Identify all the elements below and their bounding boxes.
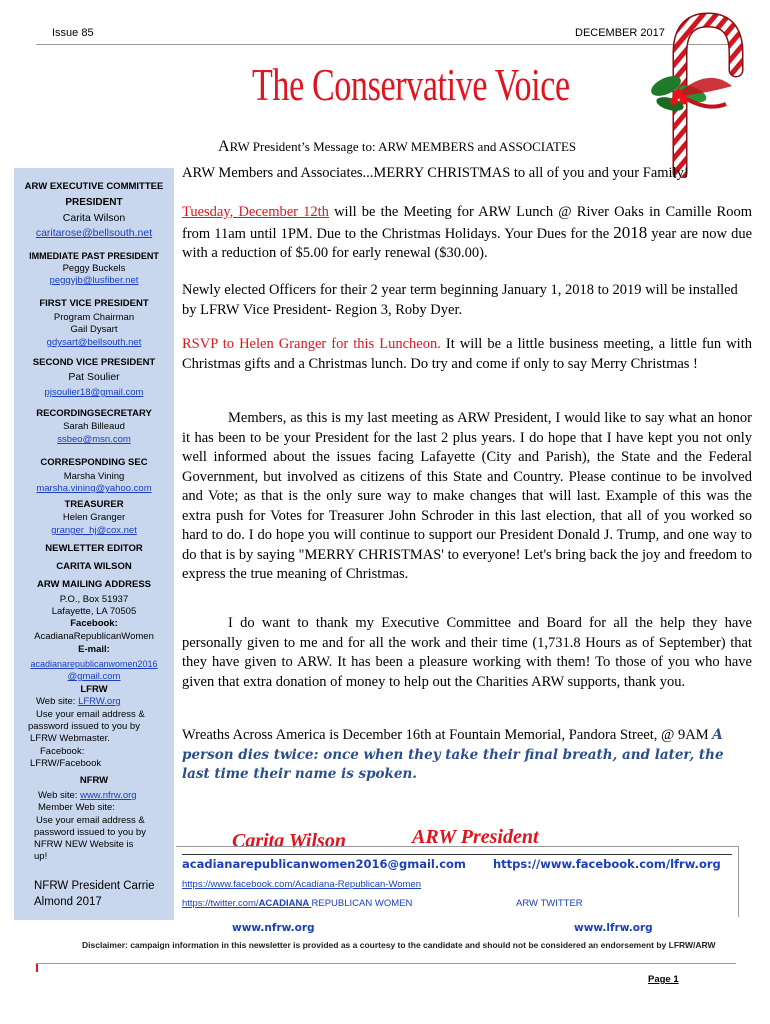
lfrw-web-prefix: Web site: bbox=[36, 696, 79, 707]
page-number: Page 1 bbox=[648, 974, 679, 985]
twitter-prefix[interactable]: https://twitter.com/ bbox=[182, 898, 259, 909]
rec-sec-name: Sarah Billeaud bbox=[63, 421, 125, 432]
past-president-email-link[interactable]: peggyjb@lusfiber.net bbox=[49, 275, 139, 286]
second-vp-email-link[interactable]: pjsoulier18@gmail.com bbox=[44, 387, 144, 398]
dues-year: 2018 bbox=[613, 222, 648, 242]
lfrw-note-3: LFRW Webmaster. bbox=[30, 733, 110, 744]
newsletter-editor-name: CARITA WILSON bbox=[56, 561, 132, 572]
newsletter-editor-role: NEWLETTER EDITOR bbox=[45, 543, 143, 554]
lfrw-facebook-label: Facebook: bbox=[40, 746, 85, 757]
contact-facebook-nfrw-link[interactable]: https://www.facebook.com/lfrw.org bbox=[493, 857, 721, 871]
lfrw-label: LFRW bbox=[80, 684, 108, 695]
committee-heading: ARW EXECUTIVE COMMITTEE bbox=[24, 181, 164, 192]
footer-rule bbox=[36, 963, 736, 972]
second-vp-name: Pat Soulier bbox=[68, 371, 120, 383]
treasurer-name: Helen Granger bbox=[62, 512, 126, 523]
newsletter-title: The Conservative Voice bbox=[252, 59, 570, 110]
message-heading bbox=[218, 138, 576, 156]
meeting-text-b: year are now due with a reduction of $5.00 for early renewal ($30.00). bbox=[182, 225, 753, 261]
mailing-po-box: P.O., Box 51937 bbox=[59, 594, 129, 605]
greeting: ARW Members and Associates...MERRY CHRISTMAS to all of you and your Family! bbox=[182, 165, 689, 181]
email-value-link-2[interactable]: @gmail.com bbox=[67, 671, 121, 682]
issue-date: DECEMBER 2017 bbox=[575, 27, 665, 39]
twitter-mid[interactable]: ACADIANA bbox=[258, 898, 312, 909]
rsvp-text: RSVP to Helen Granger for this Luncheon. bbox=[182, 336, 441, 352]
facebook-value: AcadianaRepublicanWomen bbox=[34, 631, 154, 642]
lfrw-web bbox=[14, 696, 174, 708]
lfrw-note-1: Use your email address & bbox=[36, 709, 145, 720]
paragraph-farewell: Members, as this is my last meeting as ARW President, I would like to say what an honor it has been to be your President for the last 2 plus years. I do hope that I have kept you not only well informed about the issues facing Lafayette (City and Parish), the State and the Federal Government, but involved as citizens of this State and Country. Please continue to be involved and Vote; as that is the only sure way to make changes that will last. Example of this was the extra push for Votes for Treasurer John Schroder in this last election, that all of you worked so hard to do. I do hope you will continue to support our President Donald J. Trump, and one way to do that is by saying "MERRY CHRISTMAS' to everyone! Let's bring back the joy and freedom to express the true meaning of Christmas. bbox=[182, 410, 752, 582]
rsvp-rest: It will be a little business meeting, a little fun with Christmas gifts and a Christmas lunch. Do try and come if only to say Merry Christmas ! bbox=[182, 336, 752, 372]
rec-sec-email-link[interactable]: ssbeo@msn.com bbox=[57, 434, 131, 445]
paragraph-officers: Newly elected Officers for their 2 year term beginning January 1, 2018 to 2019 will be installed by LFRW Vice President- Region 3, Roby Dyer. bbox=[182, 282, 738, 318]
nfrw-site-link[interactable]: www.nfrw.org bbox=[232, 922, 315, 934]
arw-twitter-label: ARW TWITTER bbox=[516, 898, 583, 909]
twitter-suffix: REPUBLICAN WOMEN bbox=[311, 898, 413, 909]
header-rule bbox=[36, 44, 736, 45]
past-president-role: IMMEDIATE PAST PRESIDENT bbox=[29, 251, 159, 261]
lfrw-web-link[interactable]: LFRW.org bbox=[78, 696, 121, 707]
contacts-rule bbox=[182, 854, 732, 855]
nfrw-web bbox=[14, 790, 174, 802]
lfrw-facebook-value: LFRW/Facebook bbox=[30, 758, 102, 769]
president-email-link[interactable]: caritarose@bellsouth.net bbox=[35, 227, 153, 239]
nfrw-note-1: Use your email address & bbox=[36, 815, 145, 826]
contact-facebook-acadiana-link[interactable]: https://www.facebook.com/Acadiana-Republican-Women bbox=[182, 879, 422, 890]
nfrw-president-1: NFRW President Carrie bbox=[34, 880, 155, 892]
disclaimer: Disclaimer: campaign information in this newsletter is provided as a courtesy to the candidate and should not be considered an endorsement by LFRW/ARW bbox=[82, 940, 716, 950]
lfrw-site-link[interactable]: www.lfrw.org bbox=[574, 922, 653, 934]
mailing-city: Lafayette, LA 70505 bbox=[51, 606, 137, 617]
lfrw-note-2: password issued to you by bbox=[28, 721, 140, 732]
meeting-date: Tuesday, December 12th bbox=[182, 204, 329, 220]
paragraph-wreaths bbox=[182, 726, 752, 785]
issue-number: Issue 85 bbox=[52, 27, 94, 39]
nfrw-label: NFRW bbox=[79, 775, 109, 786]
mailing-address-role: ARW MAILING ADDRESS bbox=[37, 579, 151, 590]
contact-twitter bbox=[182, 898, 412, 909]
rec-sec-role: RECORDINGSECRETARY bbox=[36, 408, 152, 419]
corr-sec-name: Marsha Vining bbox=[63, 471, 125, 482]
signature-name: Carita Wilson bbox=[232, 830, 346, 852]
nfrw-note-2: password issued to you by bbox=[34, 827, 146, 838]
treasurer-role: TREASURER bbox=[64, 499, 124, 510]
wreaths-text: Wreaths Across America is December 16th at Fountain Memorial, Pandora Street, @ 9AM bbox=[182, 727, 713, 743]
email-value-link-1[interactable]: acadianarepublicanwomen2016 bbox=[30, 659, 158, 669]
first-vp-note: Program Chairman bbox=[53, 312, 135, 323]
nfrw-web-link[interactable]: www.nfrw.org bbox=[80, 790, 137, 801]
president-name: Carita Wilson bbox=[62, 212, 126, 224]
candy-cane-icon bbox=[640, 8, 760, 178]
nfrw-president-2: Almond 2017 bbox=[34, 896, 102, 908]
treasurer-email-link[interactable]: granger_hj@cox.net bbox=[51, 525, 137, 536]
paragraph-meeting bbox=[182, 203, 752, 264]
signature-title: ARW President bbox=[412, 826, 539, 848]
first-vp-role: FIRST VICE PRESIDENT bbox=[39, 298, 149, 309]
corr-sec-role: CORRESPONDING SEC bbox=[40, 457, 148, 468]
nfrw-note-4: up! bbox=[34, 851, 48, 862]
corr-sec-email-link[interactable]: marsha.vining@yahoo.com bbox=[36, 483, 152, 494]
email-label: E-mail: bbox=[78, 644, 110, 655]
meeting-text-a: will be the Meeting for ARW Lunch @ River Oaks in Camille Room from 11am until 1PM. Due to the Christmas Holidays. Your Dues for the bbox=[182, 204, 752, 242]
contact-email-link[interactable]: acadianarepublicanwomen2016@gmail.com bbox=[182, 857, 466, 871]
message-heading-cap: A bbox=[218, 138, 230, 155]
second-vp-role: SECOND VICE PRESIDENT bbox=[32, 357, 156, 368]
past-president-name: Peggy Buckels bbox=[62, 263, 126, 274]
nfrw-member-label: Member Web site: bbox=[38, 802, 115, 813]
facebook-label: Facebook: bbox=[70, 618, 118, 629]
paragraph-thanks: I do want to thank my Executive Committee and Board for all the help they have personally given to me and for all the work and their time (1,731.8 Hours as of September) that they have given to ARW. It has been a pleasure working with them! To those of you who have given that extra donation of money to help out the Charities ARW supports, thank you. bbox=[182, 615, 752, 690]
president-role: PRESIDENT bbox=[65, 197, 123, 208]
nfrw-note-3: NFRW NEW Website is bbox=[34, 839, 134, 850]
first-vp-name: Gail Dysart bbox=[70, 324, 118, 335]
message-heading-text: RW President’s Message to: ARW MEMBERS and ASSOCIATES bbox=[229, 139, 577, 154]
nfrw-web-prefix: Web site: bbox=[38, 790, 81, 801]
first-vp-email-link[interactable]: gdysart@bellsouth.net bbox=[46, 337, 142, 348]
quote: A person dies twice: once when they take their final breath, and later, the last time their name is spoken. bbox=[182, 727, 724, 782]
paragraph-rsvp bbox=[182, 335, 752, 374]
